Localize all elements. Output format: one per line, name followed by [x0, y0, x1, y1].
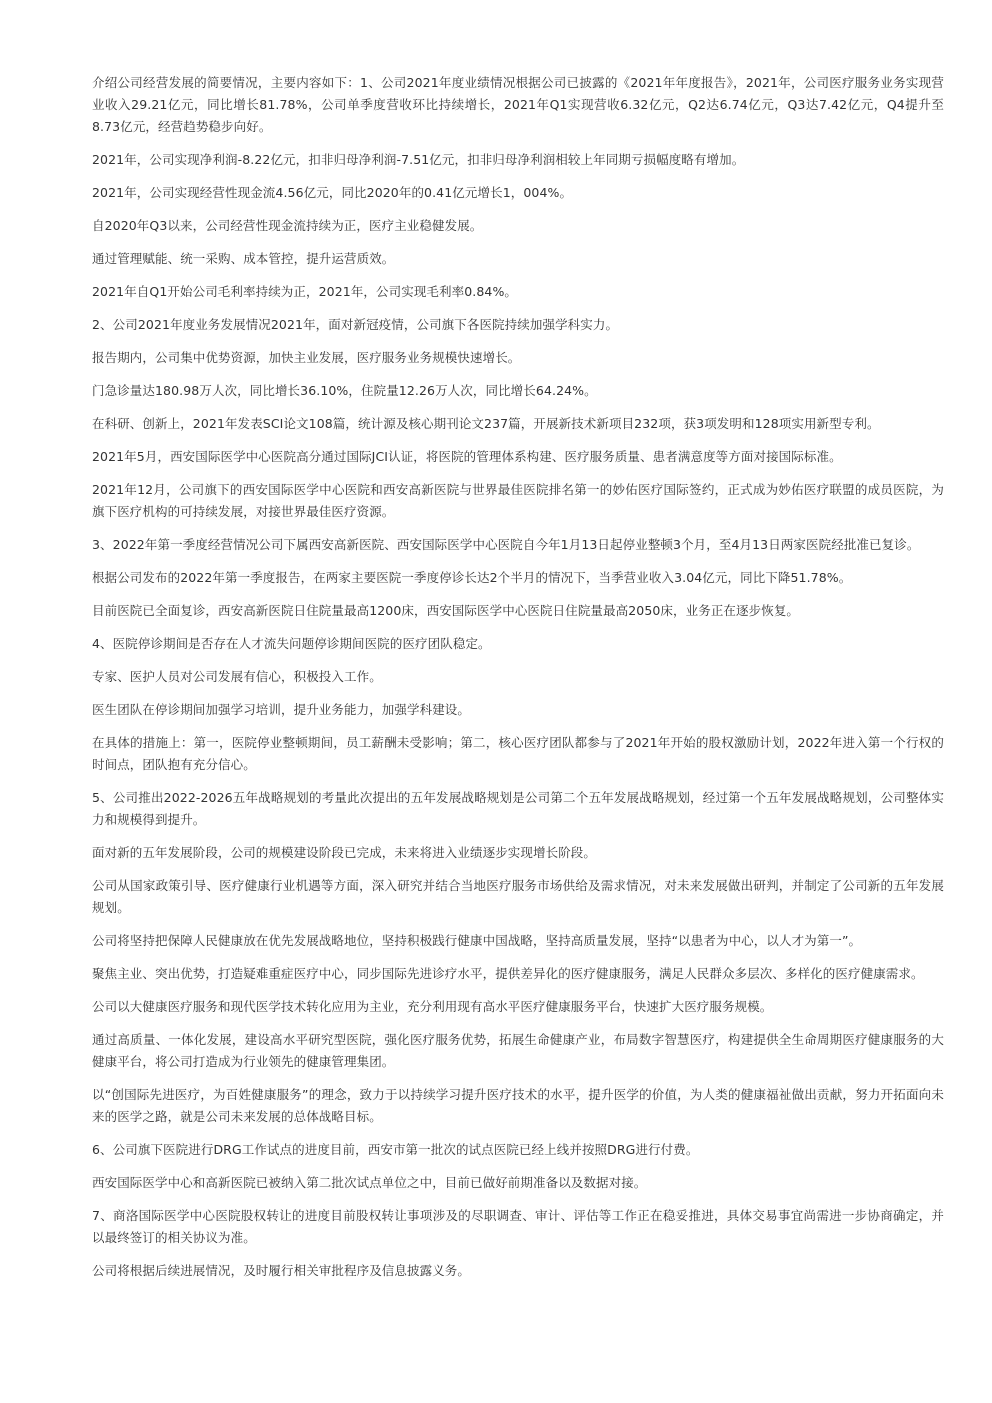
paragraph: 在科研、创新上，2021年发表SCI论文108篇，统计源及核心期刊论文237篇，开展新技术新项目232项，获3项发明和128项实用新型专利。: [92, 416, 880, 431]
paragraph: 2021年5月，西安国际医学中心医院高分通过国际JCI认证，将医院的管理体系构建、医疗服务质量、患者满意度等方面对接国际标准。: [92, 449, 842, 464]
paragraph: 以“创国际先进医疗，为百姓健康服务”的理念，致力于以持续学习提升医疗技术的水平，提升医学的价值，为人类的健康福祉做出贡献，努力开拓面向未来的医学之路，就是公司未来发展的总体战略目标。: [92, 1087, 944, 1124]
paragraph: 公司从国家政策引导、医疗健康行业机遇等方面，深入研究并结合当地医疗服务市场供给及需求情况，对未来发展做出研判，并制定了公司新的五年发展规划。: [92, 878, 944, 915]
paragraph: 西安国际医学中心和高新医院已被纳入第二批次试点单位之中，目前已做好前期准备以及数据对接。: [92, 1175, 647, 1190]
paragraph: 7、商洛国际医学中心医院股权转让的进度目前股权转让事项涉及的尽职调查、审计、评估等工作正在稳妥推进，具体交易事宜尚需进一步协商确定，并以最终签订的相关协议为准。: [92, 1208, 944, 1245]
paragraph: 6、公司旗下医院进行DRG工作试点的进度目前，西安市第一批次的试点医院已经上线并按照DRG进行付费。: [92, 1142, 699, 1157]
paragraph: 门急诊量达180.98万人次，同比增长36.10%，住院量12.26万人次，同比增长64.24%。: [92, 383, 597, 398]
paragraph: 通过管理赋能、统一采购、成本管控，提升运营质效。: [92, 251, 395, 266]
paragraph: 2021年12月，公司旗下的西安国际医学中心医院和西安高新医院与世界最佳医院排名第一的妙佑医疗国际签约，正式成为妙佑医疗联盟的成员医院，为旗下医疗机构的可持续发展，对接世界最佳医疗资源。: [92, 482, 944, 519]
paragraph: 报告期内，公司集中优势资源，加快主业发展，医疗服务业务规模快速增长。: [92, 350, 521, 365]
paragraph: 医生团队在停诊期间加强学习培训，提升业务能力，加强学科建设。: [92, 702, 471, 717]
paragraph: 5、公司推出2022-2026五年战略规划的考量此次提出的五年发展战略规划是公司第二个五年发展战略规划，经过第一个五年发展战略规划，公司整体实力和规模得到提升。: [92, 790, 944, 827]
paragraph: 专家、医护人员对公司发展有信心，积极投入工作。: [92, 669, 382, 684]
paragraph: 2021年自Q1开始公司毛利率持续为正，2021年，公司实现毛利率0.84%。: [92, 284, 518, 299]
paragraph: 公司将根据后续进展情况，及时履行相关审批程序及信息披露义务。: [92, 1263, 471, 1278]
paragraph: 2、公司2021年度业务发展情况2021年，面对新冠疫情，公司旗下各医院持续加强学科实力。: [92, 317, 619, 332]
paragraph: 面对新的五年发展阶段，公司的规模建设阶段已完成，未来将进入业绩逐步实现增长阶段。: [92, 845, 597, 860]
paragraph: 2021年，公司实现经营性现金流4.56亿元，同比2020年的0.41亿元增长1，004%。: [92, 185, 573, 200]
paragraph: 2021年，公司实现净利润-8.22亿元，扣非归母净利润-7.51亿元，扣非归母净利润相较上年同期亏损幅度略有增加。: [92, 152, 745, 167]
paragraph: 根据公司发布的2022年第一季度报告，在两家主要医院一季度停诊长达2个半月的情况下，当季营业收入3.04亿元，同比下降51.78%。: [92, 570, 852, 585]
paragraph: 公司以大健康医疗服务和现代医学技术转化应用为主业，充分利用现有高水平医疗健康服务平台，快速扩大医疗服务规模。: [92, 999, 773, 1014]
paragraph: 目前医院已全面复诊，西安高新医院日住院量最高1200床，西安国际医学中心医院日住院量最高2050床，业务正在逐步恢复。: [92, 603, 800, 618]
paragraph: 通过高质量、一体化发展，建设高水平研究型医院，强化医疗服务优势，拓展生命健康产业，布局数字智慧医疗，构建提供全生命周期医疗健康服务的大健康平台，将公司打造成为行业领先的健康管理集团。: [92, 1032, 944, 1069]
paragraph: 4、医院停诊期间是否存在人才流失问题停诊期间医院的医疗团队稳定。: [92, 636, 491, 651]
paragraph: 聚焦主业、突出优势，打造疑难重症医疗中心，同步国际先进诊疗水平，提供差异化的医疗健康服务，满足人民群众多层次、多样化的医疗健康需求。: [92, 966, 924, 981]
paragraph: 3、2022年第一季度经营情况公司下属西安高新医院、西安国际医学中心医院自今年1月13日起停业整顿3个月，至4月13日两家医院经批准已复诊。: [92, 537, 920, 552]
paragraph: 公司将坚持把保障人民健康放在优先发展战略地位，坚持积极践行健康中国战略，坚持高质量发展，坚持“以患者为中心，以人才为第一”。: [92, 933, 862, 948]
paragraph: 介绍公司经营发展的简要情况，主要内容如下：1、公司2021年度业绩情况根据公司已披露的《2021年年度报告》，2021年，公司医疗服务业务实现营业收入29.21亿元，同比增长81.78%，公司单季度营收环比持续增长，2021年Q1实现营收6.32亿元，Q2达6.74亿元，Q3达7.42亿元，Q4提升至8.73亿元，经营趋势稳步向好。: [92, 75, 944, 134]
document-body: [92, 72, 944, 1293]
paragraph: 自2020年Q3以来，公司经营性现金流持续为正，医疗主业稳健发展。: [92, 218, 483, 233]
paragraph: 在具体的措施上：第一，医院停业整顿期间，员工薪酬未受影响；第二，核心医疗团队都参与了2021年开始的股权激励计划，2022年进入第一个行权的时间点，团队抱有充分信心。: [92, 735, 944, 772]
